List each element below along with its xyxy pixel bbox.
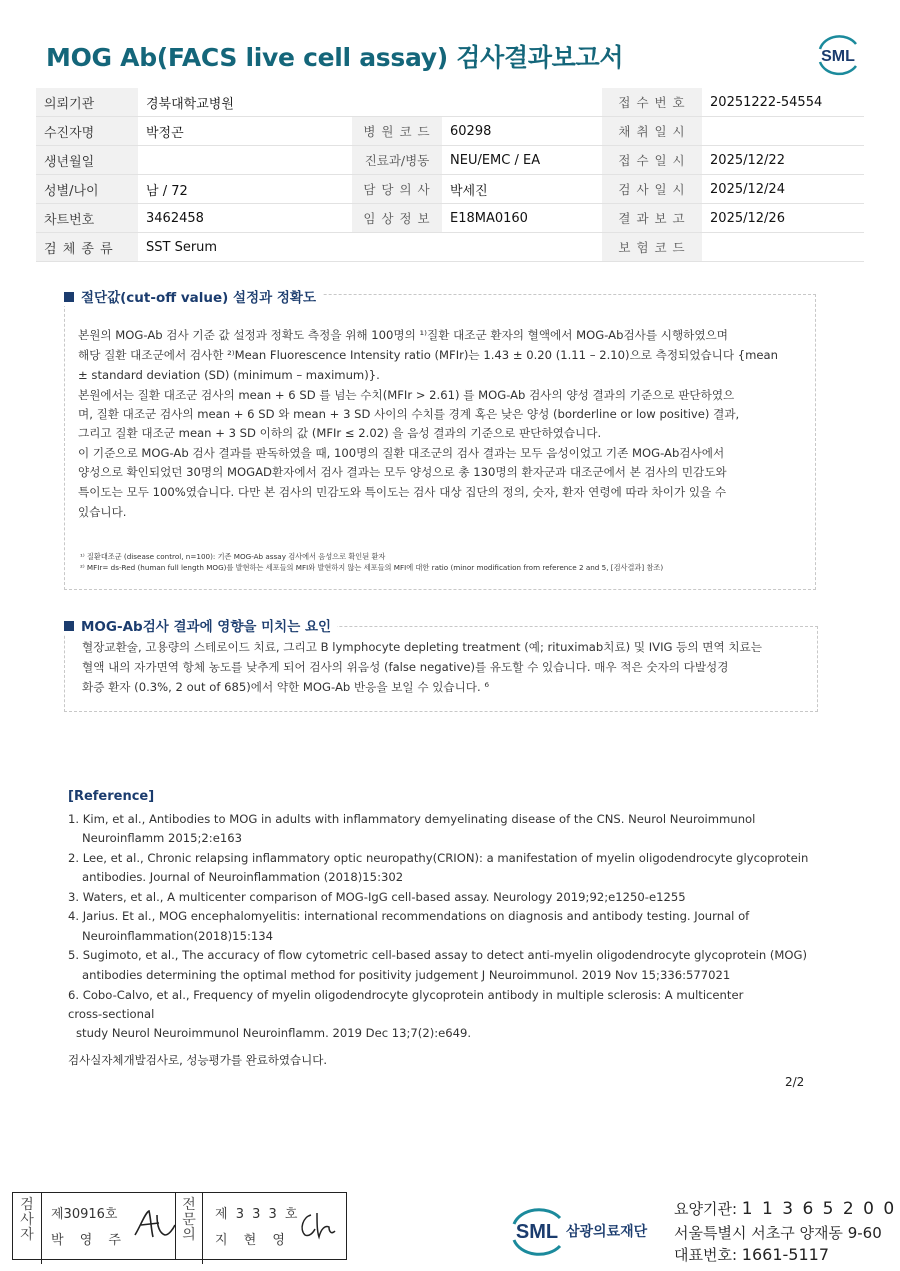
factors-section-title: MOG-Ab검사 결과에 영향을 미치는 요인 xyxy=(64,615,337,635)
cutoff-line: 해당 질환 대조군에서 검사한 ²⁾Mean Fluorescence Intensity ratio (MFIr)는 1.43 ± 0.20 (1.11 – 2.10)으로 측정되었습니다 {mean xyxy=(78,348,778,362)
chart-no-value: 3462458 xyxy=(138,204,352,233)
cutoff-line: 본원에서는 질환 대조군 검사의 mean + 6 SD 를 넘는 수치(MFIr > 2.61) 를 MOG-Ab 검사의 양성 결과의 기준으로 판단하였으 xyxy=(78,388,735,402)
svg-text:SML: SML xyxy=(515,1221,559,1243)
collect-date-label: 채 취 일 시 xyxy=(602,117,702,146)
chart-no-label: 차트번호 xyxy=(36,204,138,233)
cutoff-line: 특이도는 모두 100%였습니다. 다만 본 검사의 민감도와 특이도는 검사 대상 집단의 정의, 숫자, 환자 연령에 따라 차이가 있을 수 xyxy=(78,485,727,499)
cutoff-line: ± standard deviation (SD) (minimum – maximum)}. xyxy=(78,368,380,382)
clinical-label: 임 상 정 보 xyxy=(352,204,442,233)
cutoff-line: 이 기준으로 MOG-Ab 검사 결과를 판독하였을 때, 100명의 질환 대조군의 검사 결과는 모두 음성이었고 기존 MOG-Ab검사에서 xyxy=(78,446,725,460)
reference-line: Neuroinflamm 2015;2:e163 xyxy=(82,831,242,845)
receipt-date-label: 접 수 일 시 xyxy=(602,146,702,175)
footer-address: 서울특별시 서초구 양재동 9-60 xyxy=(674,1224,882,1242)
examiner-name: 박 영 주 xyxy=(51,1233,127,1248)
report-date-value: 2025/12/26 xyxy=(702,204,864,233)
sml-logo-icon xyxy=(812,30,864,76)
reference-line: cross-sectional xyxy=(68,1007,155,1021)
doctor-value: 박세진 xyxy=(442,175,602,204)
receipt-date-value: 2025/12/22 xyxy=(702,146,864,175)
test-date-value: 2025/12/24 xyxy=(702,175,864,204)
specialist-label: 전문의 xyxy=(176,1193,203,1264)
svg-text:삼광의료재단: 삼광의료재단 xyxy=(566,1224,648,1240)
factors-line: 혈장교환술, 고용량의 스테로이드 치료, 그리고 B lymphocyte depleting treatment (예; rituximab치료) 및 IVIG 등의 면역 치료는 xyxy=(82,640,762,654)
reference-line: 5. Sugimoto, et al., The accuracy of flow cytometric cell-based assay to detect anti-myelin oligodendrocyte glycoprotein (MOG) xyxy=(68,948,808,962)
reference-line: study Neurol Neuroimmunol Neuroinflamm. 2019 Dec 13;7(2):e649. xyxy=(76,1026,472,1040)
page-number: 2/2 xyxy=(785,1075,805,1089)
care-code: 요양기관: 1 1 3 6 5 2 0 0 xyxy=(674,1199,897,1219)
specimen-value: SST Serum xyxy=(138,233,602,262)
dept-value: NEU/EMC / EA xyxy=(442,146,602,175)
cutoff-line: 있습니다. xyxy=(78,505,127,519)
insurance-label: 보 험 코 드 xyxy=(602,233,702,262)
specialist-no: 제 3 3 3 호 xyxy=(215,1207,300,1222)
footnote: ¹⁾ 질환대조군 (disease control, n=100): 기존 MOG-Ab assay 검사에서 음성으로 확인된 환자 xyxy=(80,552,386,561)
cutoff-line: 양성으로 확인되었던 30명의 MOGAD환자에서 검사 결과는 모두 양성으로 총 130명의 환자군과 대조군에서 본 검사의 민감도와 xyxy=(78,465,727,479)
reference-line: 1. Kim, et al., Antibodies to MOG in adults with inflammatory demyelinating disease of the CNS. Neurol Neuroimmunol xyxy=(68,812,756,826)
patient-info-table xyxy=(36,88,864,262)
factors-line: 혈액 내의 자가면역 항체 농도를 낮추게 되어 검사의 위음성 (false negative)를 유도할 수 있습니다. 매우 적은 숫자의 다발성경 xyxy=(82,660,729,674)
hospital-code-value: 60298 xyxy=(442,117,602,146)
insurance-value xyxy=(702,233,864,262)
sex-age-value: 남 / 72 xyxy=(138,175,352,204)
doctor-label: 담 당 의 사 xyxy=(352,175,442,204)
report-title: MOG Ab(FACS live cell assay) 검사결과보고서 xyxy=(46,43,624,72)
specialist-name: 지 현 영 xyxy=(215,1233,291,1248)
examiner-label: 검사자 xyxy=(13,1193,42,1264)
reference-title: [Reference] xyxy=(68,789,155,804)
specialist-signature-icon xyxy=(295,1207,339,1243)
patient-label: 수진자명 xyxy=(36,117,138,146)
receipt-no-value: 20251222-54554 xyxy=(702,88,864,117)
hospital-code-label: 병 원 코 드 xyxy=(352,117,442,146)
reference-line: Neuroinflammation(2018)15:134 xyxy=(82,929,273,943)
factors-line: 화증 환자 (0.3%, 2 out of 685)에서 약한 MOG-Ab 반응을 보일 수 있습니다. ⁶ xyxy=(82,680,490,694)
receipt-no-label: 접 수 번 호 xyxy=(602,88,702,117)
reference-line: 2. Lee, et al., Chronic relapsing inflammatory optic neuropathy(CRION): a manifestation of myelin oligodendrocyte glycoprotein xyxy=(68,851,809,865)
birth-value xyxy=(138,146,352,175)
reference-line: antibodies determining the optimal method for positivity judgement J Neuroimmunol. 2019 Nov 15;336:577021 xyxy=(82,968,731,982)
section-marker-icon xyxy=(64,292,74,302)
svg-text:SML: SML xyxy=(821,48,855,65)
cutoff-line: 며, 질환 대조군 검사의 mean + 6 SD 와 mean + 3 SD 사이의 수치를 경계 혹은 낮은 양성 (borderline or low positive) 결과, xyxy=(78,407,740,421)
institution-label: 의뢰기관 xyxy=(36,88,138,117)
sml-footer-logo-icon xyxy=(510,1200,660,1258)
cutoff-line: 그리고 질환 대조군 mean + 3 SD 이하의 값 (MFIr ≤ 2.02) 을 음성 결과의 기준으로 판단하였습니다. xyxy=(78,426,602,440)
section-marker-icon xyxy=(64,621,74,631)
examiner-no: 제30916호 xyxy=(51,1207,118,1222)
examiner-signature-icon xyxy=(131,1205,179,1245)
footer-phone: 대표번호: 1661-5117 xyxy=(674,1245,830,1264)
test-date-label: 검 사 일 시 xyxy=(602,175,702,204)
sex-age-label: 성별/나이 xyxy=(36,175,138,204)
birth-label: 생년월일 xyxy=(36,146,138,175)
institution-value: 경북대학교병원 xyxy=(138,88,602,117)
signature-stamp xyxy=(12,1192,347,1260)
clinical-value: E18MA0160 xyxy=(442,204,602,233)
validation-note: 검사실자체개발검사로, 성능평가를 완료하였습니다. xyxy=(68,1053,328,1067)
footnote: ²⁾ MFIr= ds-Red (human full length MOG)를 발현하는 세포들의 MFI와 발현하지 않는 세포들의 MFI에 대한 ratio (minor modification from reference 2 and 5, [검사결과] 참조) xyxy=(80,563,664,572)
report-date-label: 결 과 보 고 xyxy=(602,204,702,233)
collect-date-value xyxy=(702,117,864,146)
cutoff-section-title: 절단값(cut-off value) 설정과 정확도 xyxy=(64,286,322,306)
dept-label: 진료과/병동 xyxy=(352,146,442,175)
reference-line: antibodies. Journal of Neuroinflammation (2018)15:302 xyxy=(82,870,404,884)
reference-line: 3. Waters, et al., A multicenter comparison of MOG-IgG cell-based assay. Neurology 2019;92;e1250-e1255 xyxy=(68,890,686,904)
specimen-label: 검 체 종 류 xyxy=(36,233,138,262)
reference-line: 4. Jarius. Et al., MOG encephalomyelitis: international recommendations on diagnosis and antibody testing. Journal of xyxy=(68,909,750,923)
reference-line: 6. Cobo-Calvo, et al., Frequency of myelin oligodendrocyte glycoprotein antibody in multiple sclerosis: A multicenter xyxy=(68,988,744,1002)
patient-value: 박정곤 xyxy=(138,117,352,146)
cutoff-line: 본원의 MOG-Ab 검사 기준 값 설정과 정확도 측정을 위해 100명의 ¹⁾질환 대조군 환자의 혈액에서 MOG-Ab검사를 시행하였으며 xyxy=(78,328,728,342)
